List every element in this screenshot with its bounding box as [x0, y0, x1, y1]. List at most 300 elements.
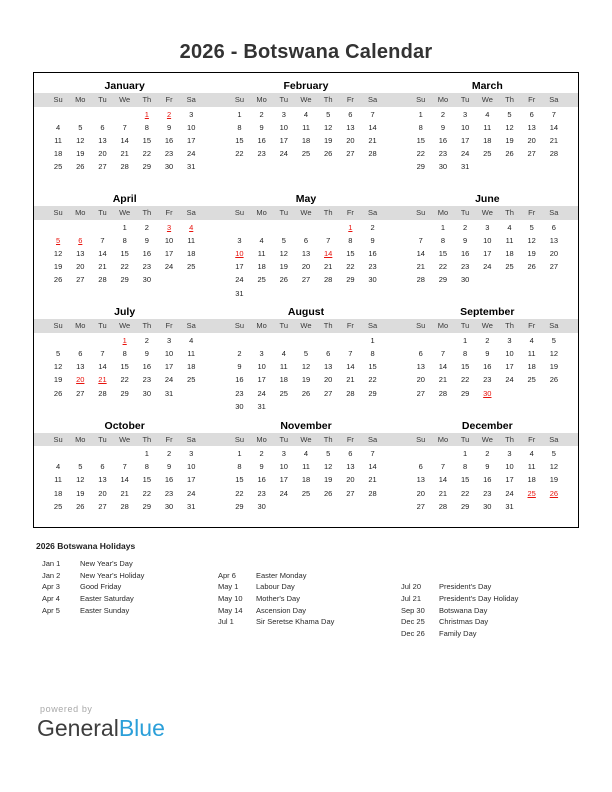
day-cell: 18 — [53, 488, 63, 498]
weekday-label: Th — [323, 321, 333, 331]
holiday-date: Apr 4 — [42, 594, 60, 604]
day-cell: 3 — [189, 109, 194, 119]
day-cell: 10 — [257, 362, 266, 372]
day-cell: 16 — [142, 249, 152, 259]
day-cell: 21 — [368, 135, 377, 145]
day-cell: 8 — [122, 235, 127, 245]
empty-cell — [91, 221, 113, 234]
weekday-label: Sa — [367, 321, 378, 331]
day-cell: 10 — [505, 349, 514, 359]
weekday-label: We — [481, 321, 493, 331]
day-cell: 28 — [120, 501, 129, 511]
day-cell: 15 — [235, 135, 244, 145]
holiday-name: Easter Saturday — [80, 594, 134, 604]
day-cell: 4 — [56, 122, 61, 132]
weekday-label: Fr — [528, 208, 536, 218]
day-cell: 27 — [301, 275, 311, 285]
day-cell: 30 — [368, 275, 377, 285]
day-cell: 24 — [505, 488, 514, 498]
weekday-label: Su — [416, 434, 426, 444]
day-cell: 18 — [505, 249, 514, 259]
day-cell: 1 — [440, 222, 446, 232]
day-cell: 17 — [460, 135, 470, 145]
weekday-header — [34, 93, 215, 107]
weekday-label: Fr — [165, 208, 173, 218]
weekday-label: Su — [234, 208, 245, 218]
day-cell: 15 — [120, 249, 129, 259]
holiday-date: May 10 — [218, 594, 243, 604]
day-cell: 6 — [529, 109, 534, 119]
empty-cell — [69, 334, 91, 347]
holiday-item — [401, 605, 518, 617]
holiday-item — [218, 616, 334, 628]
day-cell: 8 — [370, 349, 375, 359]
day-cell: 17 — [505, 362, 514, 372]
weekday-label: Tu — [98, 95, 107, 104]
weekday-label: Fr — [346, 95, 354, 104]
day-cell: 18 — [301, 475, 311, 485]
empty-cell — [295, 221, 317, 234]
empty-cell — [410, 334, 432, 347]
holiday-item — [401, 593, 518, 605]
holiday-item — [401, 581, 518, 593]
weekday-label: Mo — [256, 95, 267, 104]
weekday-label: Th — [323, 208, 333, 218]
holiday-date: Apr 6 — [218, 570, 236, 580]
day-cell: 9 — [144, 349, 149, 359]
month-title: March — [471, 80, 503, 92]
weekday-label: Mo — [256, 208, 267, 218]
empty-cell — [47, 221, 69, 234]
weekday-label: Th — [323, 434, 333, 444]
day-cell: 1 — [144, 449, 149, 459]
day-cell: 25 — [301, 488, 311, 498]
day-cell: 26 — [76, 501, 85, 511]
holiday-name: Family Day — [439, 629, 477, 639]
day-cell: 7 — [100, 235, 105, 245]
day-cell: 8 — [237, 122, 242, 132]
holidays-section-title: 2026 Botswana Holidays — [36, 541, 136, 551]
day-cell: 21 — [438, 375, 448, 385]
holiday-day-cell: 20 — [76, 375, 85, 385]
holiday-name: Christmas Day — [439, 617, 489, 627]
day-cell: 24 — [483, 262, 492, 272]
day-cell: 28 — [98, 275, 107, 285]
day-cell: 6 — [326, 349, 331, 359]
day-cell: 9 — [237, 362, 242, 372]
weekday-label: Tu — [98, 434, 107, 444]
day-cell: 10 — [164, 349, 174, 359]
day-cell: 12 — [527, 235, 536, 245]
day-cell: 17 — [164, 362, 174, 372]
day-cell: 17 — [483, 249, 492, 259]
day-cell: 14 — [98, 249, 107, 259]
holiday-item — [401, 628, 518, 640]
weekday-label: Mo — [437, 434, 449, 444]
weekday-header — [34, 206, 215, 220]
day-cell: 26 — [505, 149, 514, 159]
day-cell: 3 — [507, 335, 512, 345]
weekday-label: Su — [416, 321, 426, 331]
day-cell: 9 — [144, 235, 149, 245]
day-cell: 25 — [301, 149, 311, 159]
holiday-day-cell: 5 — [56, 235, 61, 245]
day-cell: 7 — [122, 462, 127, 472]
day-cell: 21 — [549, 135, 559, 145]
day-cell: 16 — [164, 475, 174, 485]
weekday-header — [34, 319, 215, 333]
weekday-label: Fr — [346, 434, 354, 444]
month-april — [34, 186, 215, 299]
day-cell: 29 — [142, 501, 152, 511]
holiday-column-1 — [42, 558, 144, 616]
day-cell: 30 — [164, 501, 174, 511]
day-cell: 10 — [279, 122, 288, 132]
day-cell: 27 — [416, 501, 425, 511]
day-cell: 8 — [463, 462, 468, 472]
day-cell: 20 — [346, 475, 355, 485]
day-cell: 2 — [485, 335, 490, 345]
day-cell: 19 — [505, 135, 514, 145]
weekday-label: Mo — [256, 434, 267, 444]
day-cell: 2 — [259, 109, 264, 119]
day-cell: 27 — [346, 149, 355, 159]
weekday-label: Su — [416, 208, 426, 218]
weekday-header — [215, 433, 396, 447]
day-cell: 12 — [505, 122, 514, 132]
month-title: May — [295, 193, 317, 206]
weekday-label: Tu — [460, 321, 470, 331]
month-february — [215, 73, 396, 186]
day-cell: 22 — [142, 149, 152, 159]
day-cell: 23 — [483, 375, 492, 385]
day-cell: 19 — [53, 262, 63, 272]
holiday-item — [218, 593, 334, 605]
day-cell: 4 — [303, 109, 309, 119]
holiday-day-cell: 30 — [483, 388, 492, 398]
month-title: December — [461, 419, 513, 432]
day-cell: 25 — [53, 501, 63, 511]
day-cell: 10 — [483, 235, 492, 245]
empty-cell — [69, 108, 91, 121]
empty-cell — [273, 221, 295, 234]
day-cell: 16 — [460, 249, 470, 259]
day-cell: 25 — [53, 162, 63, 172]
day-cell: 20 — [98, 149, 107, 159]
weekday-header — [397, 206, 578, 220]
day-cell: 24 — [164, 375, 174, 385]
holiday-name: Ascension Day — [256, 605, 307, 615]
day-cell: 14 — [368, 462, 377, 472]
day-cell: 12 — [53, 249, 63, 259]
day-cell: 31 — [505, 501, 514, 511]
weekday-label: Sa — [367, 208, 378, 218]
holiday-date: Apr 5 — [42, 605, 60, 615]
day-cell: 29 — [346, 275, 355, 285]
day-cell: 11 — [527, 462, 536, 472]
empty-cell — [410, 221, 432, 234]
day-cell: 18 — [187, 362, 196, 372]
day-cell: 27 — [98, 501, 107, 511]
day-cell: 16 — [257, 135, 266, 145]
day-cell: 22 — [235, 488, 244, 498]
holiday-item — [218, 605, 334, 617]
day-cell: 21 — [120, 149, 129, 159]
day-cell: 5 — [507, 109, 512, 119]
day-cell: 13 — [324, 362, 333, 372]
day-cell: 8 — [418, 122, 423, 132]
day-cell: 25 — [483, 149, 492, 159]
day-cell: 9 — [259, 122, 264, 132]
day-cell: 8 — [144, 462, 149, 472]
day-cell: 22 — [460, 488, 470, 498]
day-cell: 3 — [463, 109, 468, 119]
day-cell: 24 — [187, 488, 196, 498]
weekday-label: Fr — [346, 321, 354, 331]
holiday-day-cell: 14 — [324, 249, 333, 259]
day-cell: 14 — [438, 475, 448, 485]
day-cell: 19 — [76, 149, 85, 159]
holiday-date: Jul 21 — [401, 594, 422, 604]
day-cell: 14 — [368, 122, 377, 132]
day-cell: 19 — [53, 375, 63, 385]
day-cell: 4 — [281, 349, 286, 359]
day-cell: 15 — [460, 362, 470, 372]
day-cell: 24 — [257, 388, 266, 398]
day-cell: 31 — [187, 501, 196, 511]
day-cell: 22 — [438, 262, 448, 272]
day-cell: 29 — [120, 388, 129, 398]
day-cell: 9 — [166, 462, 172, 472]
day-cell: 16 — [438, 135, 448, 145]
day-cell: 31 — [235, 288, 244, 298]
day-cell: 18 — [301, 135, 311, 145]
day-cell: 21 — [438, 488, 448, 498]
day-cell: 3 — [166, 335, 172, 345]
weekday-label: Th — [142, 208, 152, 218]
weekday-label: Sa — [186, 434, 196, 444]
weekday-label: We — [119, 95, 131, 104]
day-cell: 9 — [440, 122, 446, 132]
month-title: July — [114, 306, 136, 319]
day-cell: 18 — [483, 135, 492, 145]
weekday-label: Sa — [549, 434, 559, 444]
weekday-header — [397, 93, 578, 107]
day-cell: 17 — [279, 475, 288, 485]
empty-cell — [317, 221, 339, 234]
day-cell: 23 — [438, 149, 448, 159]
weekday-label: Sa — [549, 208, 559, 218]
day-cell: 26 — [324, 488, 333, 498]
holiday-name: President's Day Holiday — [439, 594, 519, 604]
day-cell: 25 — [257, 275, 266, 285]
day-cell: 22 — [460, 375, 470, 385]
day-grid — [34, 333, 215, 400]
weekday-label: Fr — [165, 95, 173, 104]
day-cell: 27 — [549, 262, 559, 272]
day-cell: 13 — [76, 249, 85, 259]
holiday-item — [42, 593, 144, 605]
day-cell: 8 — [122, 349, 127, 359]
month-title: September — [460, 306, 515, 319]
day-cell: 24 — [235, 275, 244, 285]
holiday-day-cell: 6 — [78, 235, 83, 245]
day-cell: 23 — [368, 262, 377, 272]
day-cell: 31 — [460, 162, 470, 172]
day-cell: 20 — [346, 135, 355, 145]
day-cell: 2 — [259, 449, 264, 459]
empty-cell — [251, 334, 273, 347]
weekday-label: We — [119, 434, 131, 444]
day-cell: 5 — [78, 122, 83, 132]
weekday-label: Th — [505, 208, 514, 218]
day-cell: 26 — [53, 275, 63, 285]
day-cell: 2 — [440, 109, 446, 119]
weekday-label: Fr — [528, 434, 536, 444]
weekday-label: We — [300, 434, 312, 444]
day-cell: 12 — [76, 475, 85, 485]
weekday-label: We — [481, 95, 493, 104]
day-cell: 24 — [279, 149, 288, 159]
day-cell: 16 — [368, 249, 377, 259]
weekday-label: Su — [53, 321, 63, 331]
day-cell: 20 — [98, 488, 107, 498]
weekday-label: Sa — [367, 95, 378, 104]
day-cell: 28 — [416, 275, 425, 285]
day-cell: 31 — [187, 162, 196, 172]
month-november — [215, 413, 396, 526]
day-cell: 7 — [326, 235, 331, 245]
day-cell: 11 — [527, 349, 536, 359]
weekday-label: Tu — [98, 321, 107, 331]
day-cell: 21 — [98, 262, 107, 272]
day-cell: 22 — [120, 262, 129, 272]
weekday-label: Sa — [186, 321, 196, 331]
day-cell: 10 — [187, 462, 196, 472]
weekday-label: Sa — [549, 95, 559, 104]
day-cell: 3 — [189, 449, 194, 459]
powered-by-text: powered by — [40, 704, 93, 714]
day-cell: 23 — [257, 488, 266, 498]
holiday-day-cell: 26 — [549, 488, 559, 498]
day-cell: 9 — [166, 122, 172, 132]
empty-cell — [295, 334, 317, 347]
day-cell: 21 — [120, 488, 129, 498]
day-cell: 12 — [549, 462, 559, 472]
weekday-label: We — [119, 208, 131, 218]
weekday-label: Fr — [528, 95, 536, 104]
day-cell: 7 — [122, 122, 127, 132]
day-cell: 5 — [326, 449, 331, 459]
day-cell: 14 — [416, 249, 425, 259]
month-title: August — [287, 306, 325, 319]
day-cell: 8 — [440, 235, 446, 245]
day-cell: 1 — [370, 335, 375, 345]
day-grid — [215, 446, 396, 513]
holiday-date: May 14 — [218, 605, 243, 615]
day-cell: 23 — [460, 262, 470, 272]
holiday-name: Easter Monday — [256, 570, 307, 580]
holiday-name: Easter Sunday — [80, 605, 130, 615]
day-grid — [397, 220, 578, 287]
day-cell: 30 — [460, 275, 470, 285]
weekday-header — [215, 93, 396, 107]
day-cell: 5 — [551, 449, 556, 459]
weekday-label: Th — [142, 95, 152, 104]
day-cell: 22 — [120, 375, 129, 385]
month-december — [397, 413, 578, 526]
day-cell: 23 — [164, 488, 174, 498]
day-cell: 13 — [76, 362, 85, 372]
day-cell: 5 — [281, 235, 286, 245]
day-cell: 17 — [187, 135, 196, 145]
weekday-label: Th — [505, 321, 514, 331]
holiday-date: Dec 25 — [401, 617, 425, 627]
day-cell: 13 — [346, 122, 355, 132]
day-cell: 23 — [235, 388, 244, 398]
weekday-label: Tu — [460, 95, 470, 104]
day-cell: 22 — [235, 149, 244, 159]
month-title: April — [112, 193, 137, 206]
holiday-day-cell: 10 — [235, 249, 244, 259]
day-cell: 12 — [76, 135, 85, 145]
holiday-date: Sep 30 — [401, 605, 425, 615]
day-cell: 29 — [368, 388, 377, 398]
day-cell: 3 — [281, 109, 286, 119]
day-cell: 12 — [549, 349, 559, 359]
day-cell: 3 — [507, 449, 512, 459]
holiday-day-cell: 25 — [527, 488, 536, 498]
empty-cell — [91, 447, 113, 460]
day-cell: 1 — [122, 222, 127, 232]
weekday-label: Mo — [75, 95, 86, 104]
holiday-date: Apr 3 — [42, 582, 60, 592]
holiday-day-cell: 1 — [122, 335, 127, 345]
day-cell: 12 — [324, 122, 333, 132]
day-cell: 16 — [164, 135, 174, 145]
weekday-label: Su — [53, 434, 63, 444]
day-cell: 8 — [348, 235, 353, 245]
day-cell: 19 — [527, 249, 536, 259]
weekday-label: Sa — [549, 321, 559, 331]
holiday-day-cell: 4 — [189, 222, 194, 232]
day-cell: 23 — [257, 149, 266, 159]
day-cell: 26 — [549, 375, 559, 385]
day-cell: 24 — [187, 149, 196, 159]
day-grid — [34, 446, 215, 513]
day-cell: 16 — [142, 362, 152, 372]
empty-cell — [317, 334, 339, 347]
weekday-label: Su — [53, 95, 63, 104]
day-cell: 6 — [348, 449, 353, 459]
day-cell: 18 — [527, 475, 536, 485]
day-cell: 15 — [438, 249, 448, 259]
day-cell: 28 — [549, 149, 559, 159]
day-cell: 26 — [301, 388, 311, 398]
day-cell: 30 — [142, 388, 152, 398]
empty-cell — [228, 221, 250, 234]
day-cell: 3 — [259, 349, 264, 359]
holiday-item — [42, 558, 144, 570]
holiday-name: Mother's Day — [256, 594, 300, 604]
weekday-label: Tu — [460, 208, 470, 218]
day-cell: 19 — [279, 262, 288, 272]
month-july — [34, 299, 215, 412]
weekday-header — [397, 319, 578, 333]
day-cell: 7 — [440, 349, 446, 359]
weekday-label: Tu — [98, 208, 107, 218]
day-cell: 25 — [187, 262, 196, 272]
